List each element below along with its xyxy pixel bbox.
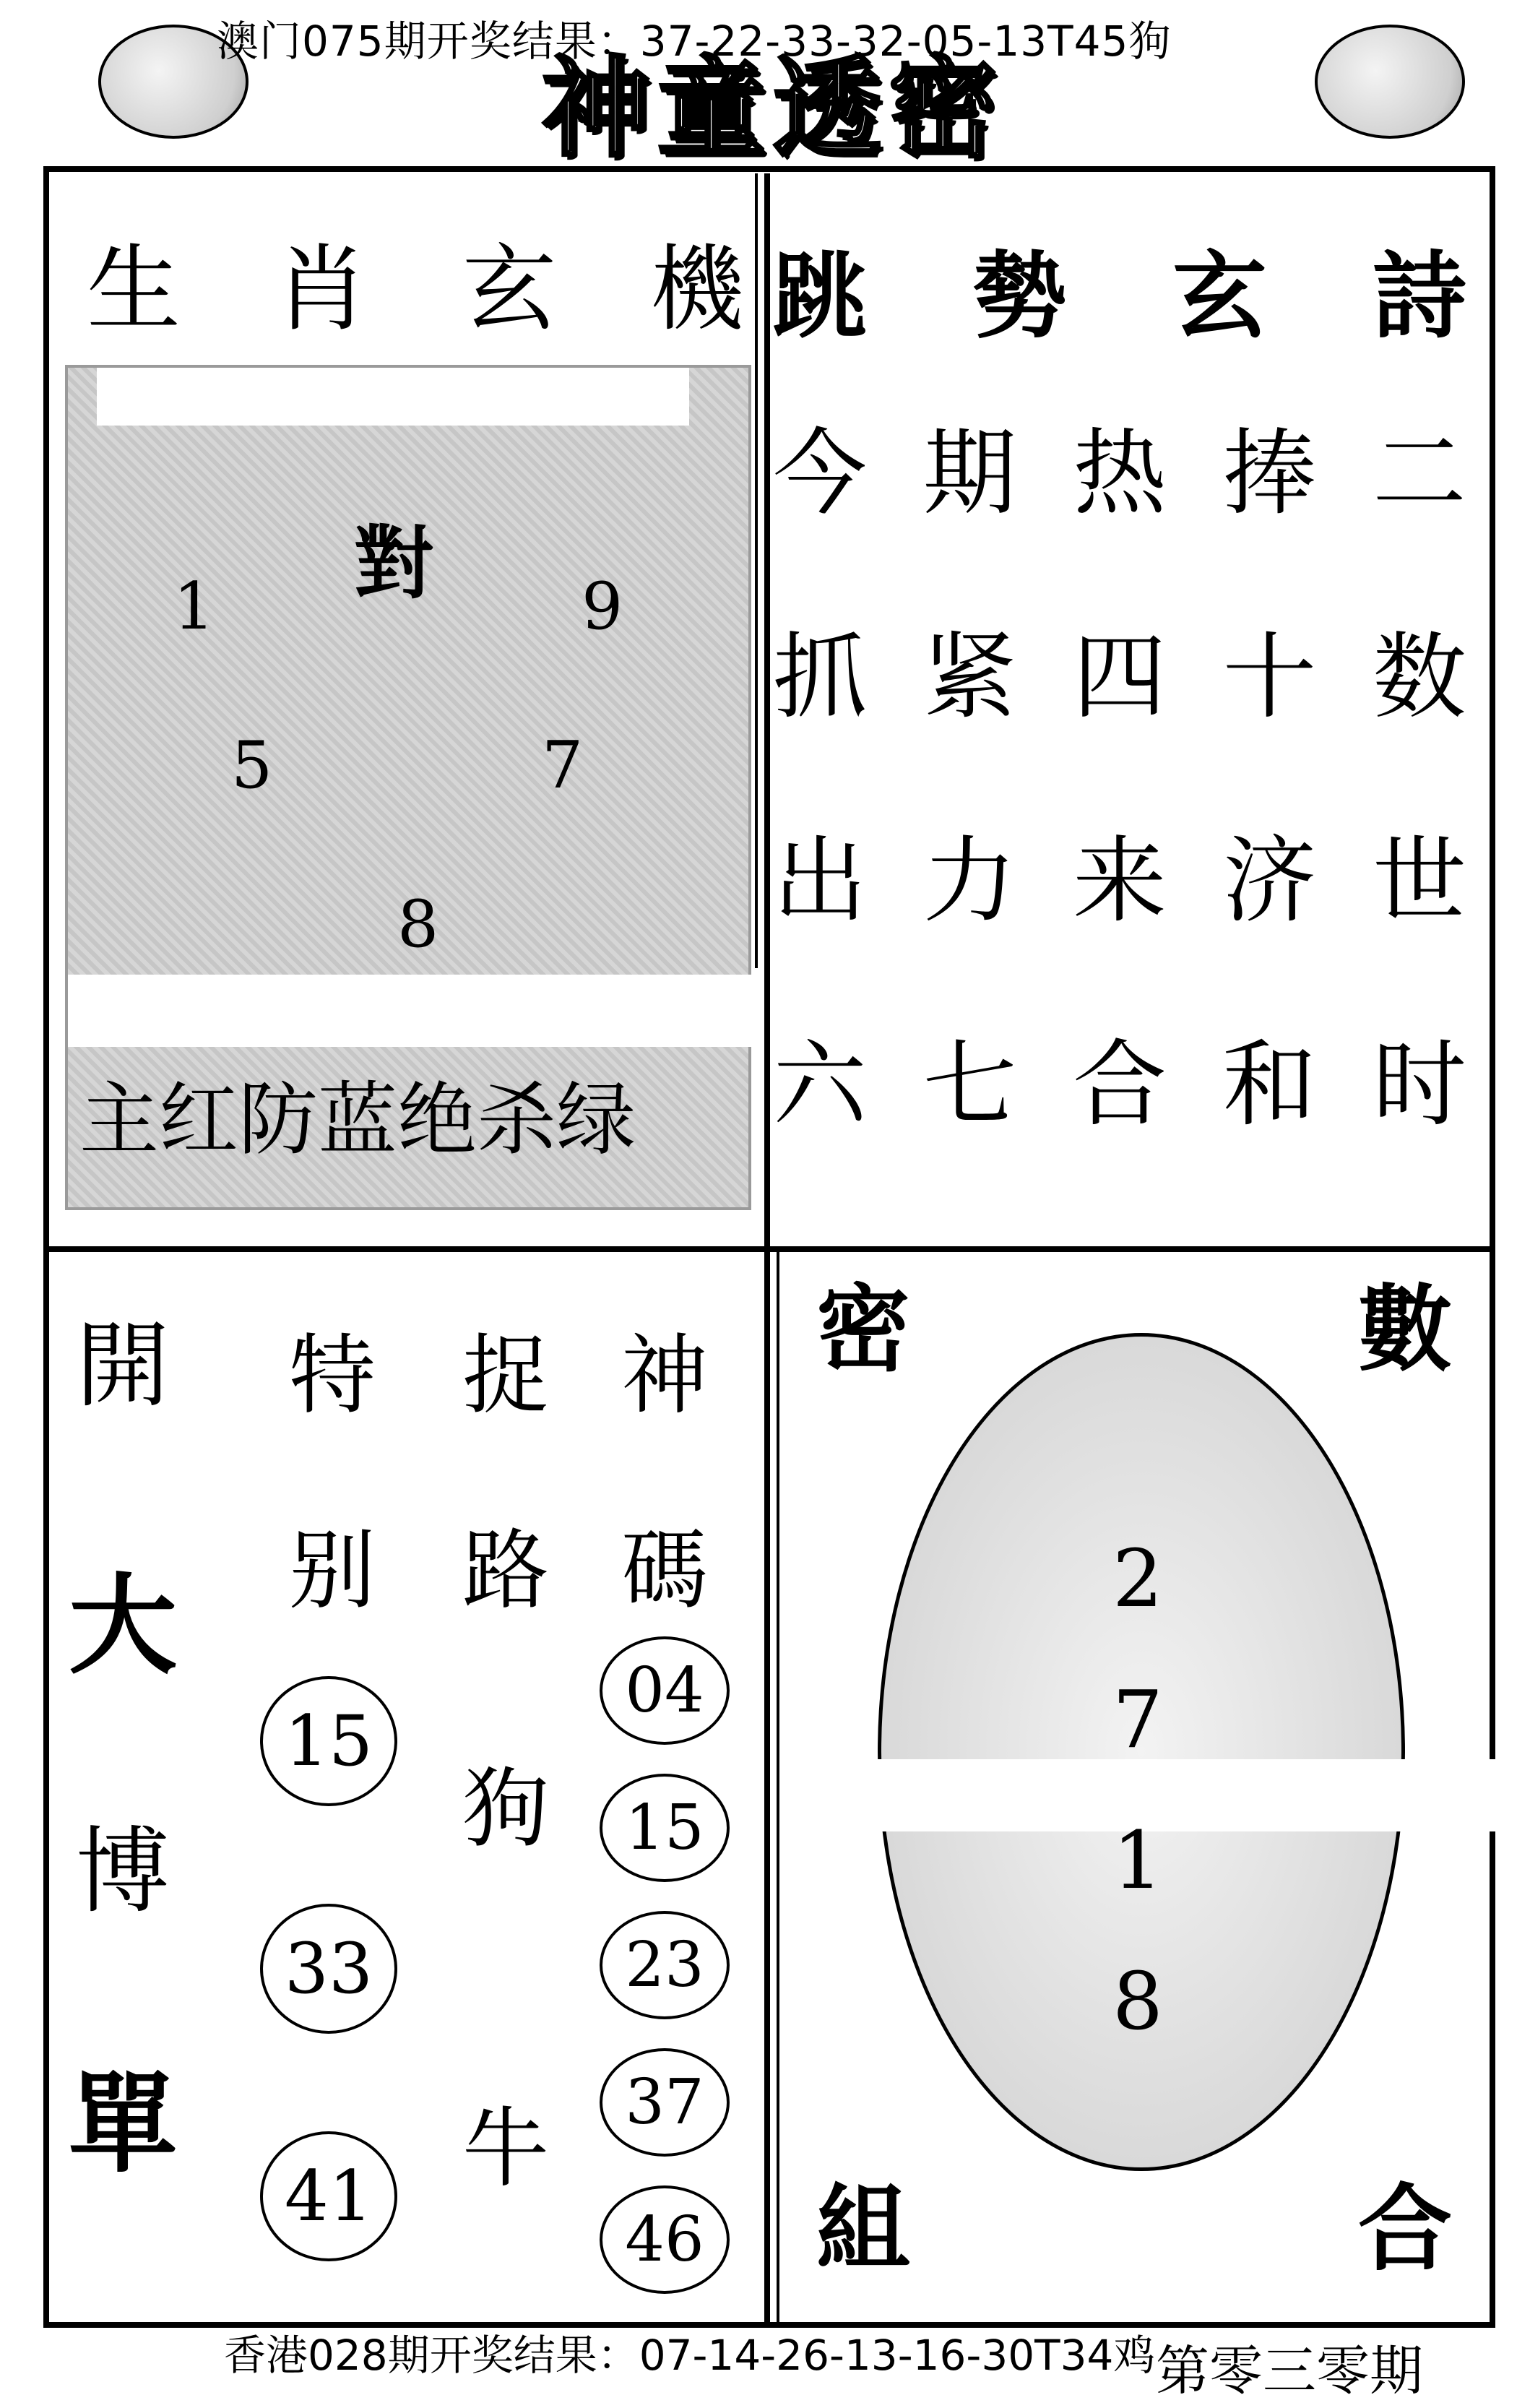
issue-number: 第零三零期 — [1156, 2340, 1423, 2402]
zodiac-title-char: 玄 — [462, 234, 556, 344]
divider-top-vertical — [764, 173, 770, 1250]
poem-char: 合 — [1072, 1030, 1167, 1139]
column-head: 路 — [462, 1521, 549, 1621]
poem-char: 紧 — [922, 622, 1017, 732]
god-number-circle: 23 — [600, 1911, 730, 2019]
poem-char: 四 — [1072, 622, 1167, 732]
zodiac-title-char: 肖 — [274, 234, 368, 344]
poem-char: 七 — [922, 1030, 1017, 1139]
god-number-circle: 37 — [600, 2048, 730, 2157]
corner-char: 數 — [1358, 1274, 1453, 1384]
macau-result-text: 澳门075期开奖结果：37-22-33-32-05-13T45狗 — [217, 17, 1172, 66]
secret-digit: 2 — [1112, 1532, 1163, 1625]
vertical-title-char: 開 — [75, 1311, 170, 1420]
god-number-circle: 04 — [600, 1636, 730, 1745]
hk-result-text: 香港028期开奖结果：07-14-26-13-16-30T34鸡 — [224, 2331, 1156, 2380]
zodiac-number: 7 — [542, 728, 584, 803]
column-head: 捉 — [462, 1326, 549, 1426]
poem-char: 期 — [922, 418, 1017, 528]
poem-char: 力 — [922, 826, 1017, 936]
brand-title: 神童透密 — [541, 45, 1004, 172]
poem-title-char: 跳 — [773, 241, 868, 351]
poem-char: 二 — [1372, 418, 1466, 528]
special-number-circle: 15 — [260, 1676, 397, 1806]
vertical-title-char: 單 — [68, 2060, 177, 2188]
road-animal: 狗 — [462, 1759, 549, 1860]
zodiac-number: 8 — [397, 886, 439, 962]
road-animal: 牛 — [462, 2099, 549, 2199]
secret-digit: 1 — [1112, 1814, 1163, 1907]
poem-title-char: 玄 — [1172, 241, 1267, 351]
pair-label: 對 — [354, 517, 433, 610]
vertical-title-char: 大 — [68, 1562, 177, 1689]
poem-panel — [773, 241, 1466, 1238]
column-head: 神 — [621, 1326, 708, 1426]
decor-ball-right — [1315, 25, 1465, 139]
poem-char: 数 — [1372, 622, 1466, 732]
poem-char: 济 — [1222, 826, 1317, 936]
god-number-circle: 46 — [600, 2185, 730, 2294]
column-head: 别 — [289, 1521, 376, 1621]
poem-char: 六 — [773, 1030, 868, 1139]
color-tip: 主红防蓝绝杀绿 — [79, 1074, 636, 1166]
poem-line — [773, 418, 1466, 528]
poem-line — [773, 622, 1466, 732]
poem-char: 热 — [1072, 418, 1167, 528]
special-number-circle: 33 — [260, 1904, 397, 2034]
poem-title-char: 詩 — [1372, 241, 1466, 351]
corner-char: 組 — [816, 2173, 911, 2284]
divider-top-vertical-thin — [755, 173, 758, 968]
secret-digit: 7 — [1112, 1673, 1163, 1766]
poem-line — [773, 826, 1466, 936]
poem-char: 今 — [773, 418, 868, 528]
poem-line — [773, 1030, 1466, 1139]
vertical-title-char: 博 — [75, 1816, 170, 1926]
special-number-circle: 41 — [260, 2131, 397, 2261]
column-head: 特 — [289, 1326, 376, 1426]
poem-char: 时 — [1372, 1030, 1466, 1139]
zodiac-number: 1 — [173, 569, 215, 644]
poem-char: 捧 — [1222, 418, 1317, 528]
poem-char: 十 — [1222, 622, 1317, 732]
divider-bottom-vertical-2 — [777, 1246, 779, 2328]
white-band — [97, 368, 689, 426]
zodiac-title-char: 機 — [649, 234, 744, 344]
zodiac-number: 9 — [582, 569, 623, 644]
corner-char: 合 — [1358, 2173, 1453, 2284]
secret-digit: 8 — [1112, 1955, 1163, 2047]
zodiac-number: 5 — [231, 728, 273, 803]
zodiac-title — [87, 234, 744, 344]
column-head: 碼 — [621, 1521, 708, 1621]
poem-char: 出 — [773, 826, 868, 936]
corner-char: 密 — [816, 1274, 911, 1384]
white-band — [68, 975, 754, 1047]
poem-char: 世 — [1372, 826, 1466, 936]
poem-char: 和 — [1222, 1030, 1317, 1139]
god-number-circle: 15 — [600, 1774, 730, 1882]
poem-char: 来 — [1072, 826, 1167, 936]
poem-char: 抓 — [773, 622, 868, 732]
divider-bottom-vertical — [764, 1246, 770, 2328]
zodiac-title-char: 生 — [87, 234, 181, 344]
poem-title — [773, 241, 1466, 361]
poem-title-char: 勢 — [972, 241, 1067, 351]
